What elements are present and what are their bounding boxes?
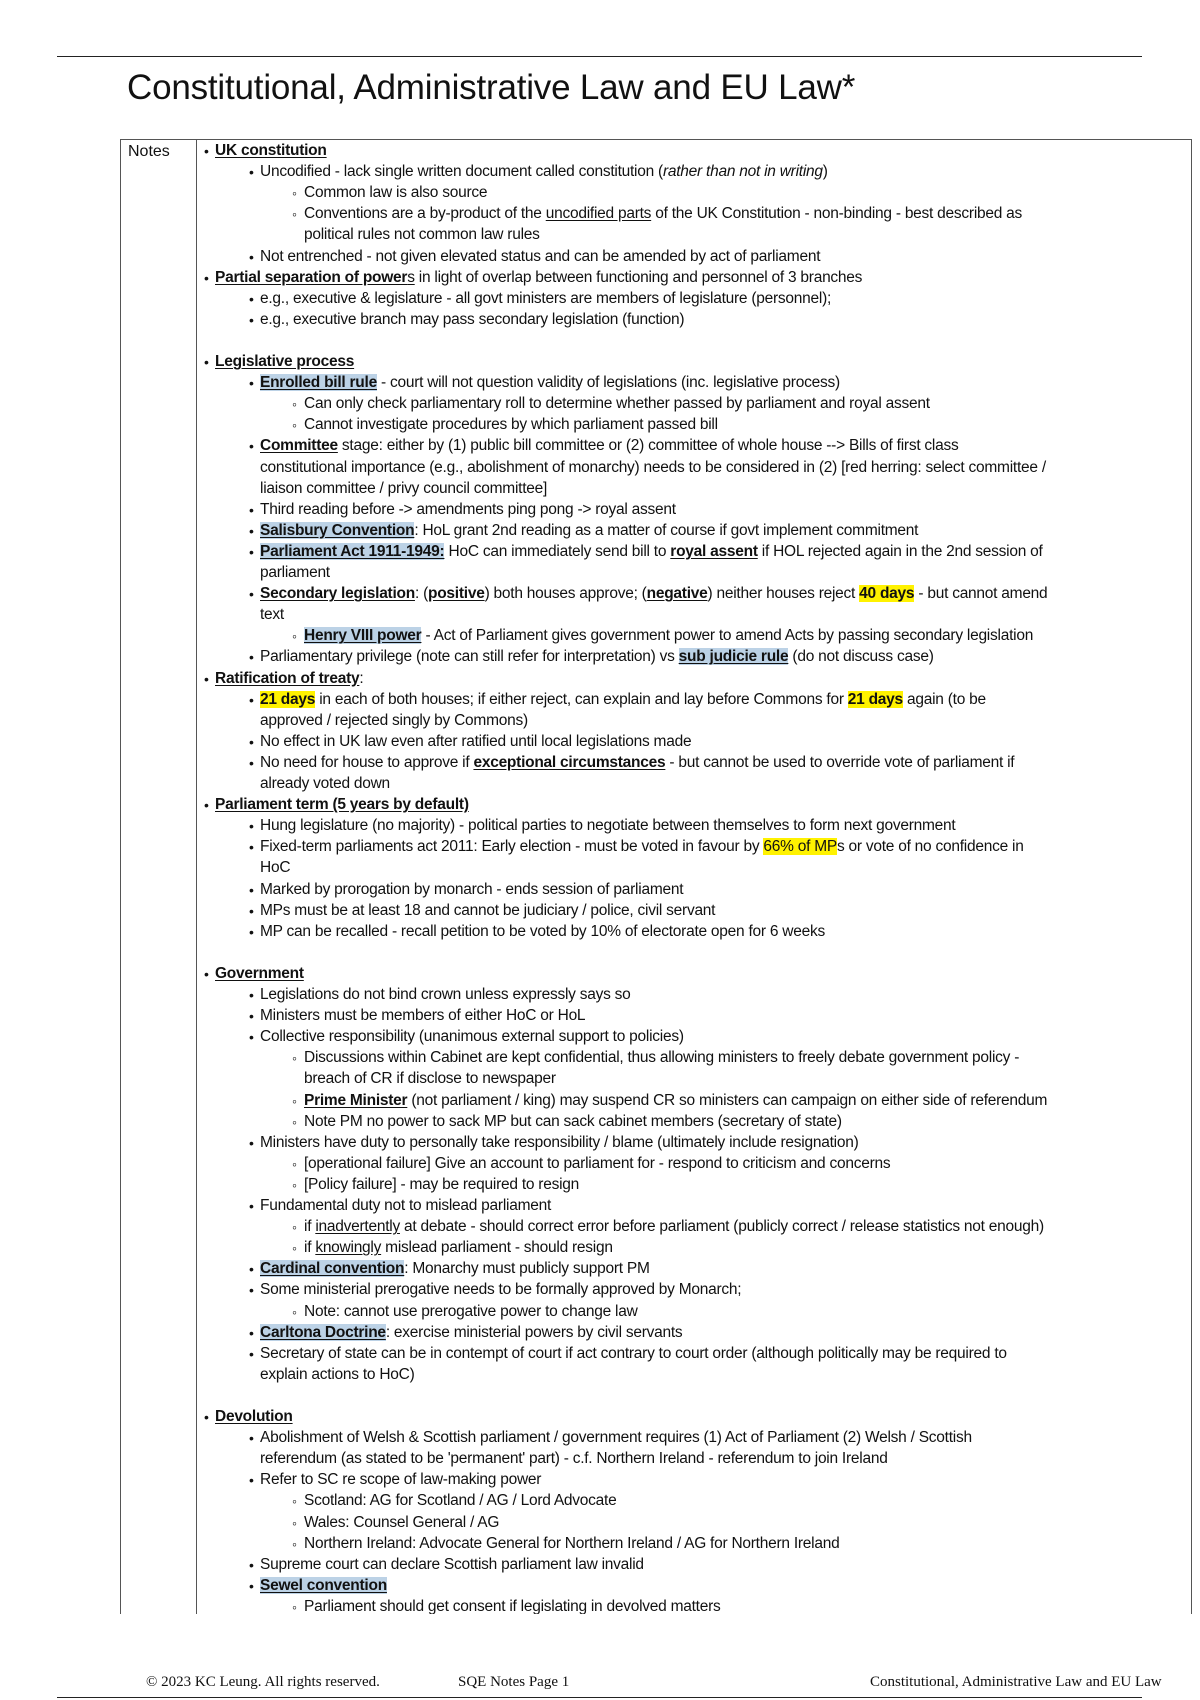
bullet-marker: ◦ xyxy=(292,1598,297,1614)
outline-line xyxy=(260,1428,972,1448)
outline-text: No need for house to approve if xyxy=(260,753,474,771)
bullet-marker: ◦ xyxy=(292,185,297,202)
outline-text: mislead parliament - should resign xyxy=(381,1239,613,1257)
outline-text: text xyxy=(260,606,284,624)
outline-line xyxy=(260,1006,585,1026)
bullet-marker: • xyxy=(249,1008,254,1025)
outline-text: if HOL rejected again in the 2nd session of xyxy=(757,542,1043,560)
outline-line xyxy=(304,1069,556,1089)
outline-line xyxy=(260,1576,387,1596)
bullet-marker: • xyxy=(204,143,209,159)
outline-text: : Monarchy must publicly support PM xyxy=(404,1260,650,1278)
outline-line xyxy=(260,774,390,794)
outline-line xyxy=(304,1048,1019,1068)
outline-text: - but cannot amend xyxy=(914,585,1048,603)
outline-text: Note PM no power to sack MP but can sack cabinet members (secretary of state) xyxy=(304,1112,842,1130)
outline-text: Carltona Doctrine xyxy=(260,1323,386,1341)
outline-text: of the UK Constitution - non-binding - best described as xyxy=(651,205,1023,223)
outline-text: in light of overlap between functioning and personnel of 3 branches xyxy=(414,268,863,286)
outline-text: Cannot investigate procedures by which parliament passed bill xyxy=(304,416,718,434)
outline-line xyxy=(304,183,487,203)
bullet-marker: • xyxy=(249,881,254,898)
bullet-marker: • xyxy=(249,1430,254,1447)
outline-line xyxy=(260,985,631,1005)
bullet-marker: ◦ xyxy=(292,628,297,645)
outline-text: Can only check parliamentary roll to determine whether passed by parliament and royal assent xyxy=(304,395,930,413)
outline-text: Northern Ireland: Advocate General for Northern Ireland / AG for Northern Ireland xyxy=(304,1534,840,1552)
bullet-marker: • xyxy=(249,987,254,1003)
outline-text: knowingly xyxy=(315,1239,382,1257)
outline-line xyxy=(260,373,840,393)
outline-text: [operational failure] Give an account to parliament for - respond to criticism and concerns xyxy=(304,1154,891,1172)
outline-line xyxy=(260,753,1014,773)
bullet-marker: • xyxy=(249,522,254,539)
outline-text: - court will not question validity of legislations (inc. legislative process) xyxy=(376,374,840,392)
outline-line xyxy=(304,204,1022,224)
outline-text: stage: either by (1) public bill committee or (2) committee of whole house --> Bills of first class xyxy=(337,437,959,455)
bullet-marker: • xyxy=(249,1577,254,1594)
outline-text: if xyxy=(304,1218,316,1236)
bullet-marker: ◦ xyxy=(292,1113,297,1130)
outline-line xyxy=(215,1407,293,1427)
outline-text: Legislative process xyxy=(215,353,355,370)
outline-line xyxy=(260,1555,644,1575)
outline-text: Hung legislature (no majority) - political parties to negotiate between themselves to form next government xyxy=(260,817,956,835)
outline-text: ) xyxy=(822,163,828,181)
outline-line xyxy=(260,1027,684,1047)
outline-line xyxy=(260,584,1047,604)
bullet-marker: • xyxy=(204,1409,209,1425)
outline-line xyxy=(260,500,676,520)
outline-text: Legislations do not bind crown unless expressly says so xyxy=(260,986,631,1003)
outline-text: Third reading before -> amendments ping pong -> royal assent xyxy=(260,500,676,518)
outline-text: (not parliament / king) may suspend CR so ministers can campaign on either side of referendum xyxy=(407,1091,1048,1109)
outline-line xyxy=(260,1259,650,1279)
bullet-marker: • xyxy=(204,269,209,286)
bullet-marker: ◦ xyxy=(292,1092,297,1109)
outline-text: constitutional importance (e.g., abolishment of monarchy) needs to be considered in (2) [red herring: select committee / xyxy=(260,458,1046,476)
outline-line xyxy=(260,162,828,182)
outline-text: Scotland: AG for Scotland / AG / Lord Advocate xyxy=(304,1492,617,1510)
outline-line xyxy=(260,1470,541,1490)
outline-text: uncodified parts xyxy=(545,205,652,223)
outline-text: Refer to SC re scope of law-making power xyxy=(260,1471,542,1489)
outline-line xyxy=(260,816,955,836)
notes-table xyxy=(120,139,1192,1614)
bullet-marker: • xyxy=(249,691,254,708)
bullet-marker: • xyxy=(249,1556,254,1573)
outline-line xyxy=(260,1344,1007,1364)
outline-text: already voted down xyxy=(260,775,390,792)
outline-text: explain actions to HoC) xyxy=(260,1365,415,1383)
bullet-marker: ◦ xyxy=(292,1050,297,1067)
bullet-marker: • xyxy=(249,501,254,518)
outline-line xyxy=(260,289,831,309)
outline-text: Cardinal convention xyxy=(260,1260,405,1278)
bullet-marker: • xyxy=(249,586,254,603)
outline-text: e.g., executive & legislature - all govt ministers are members of legislature (personnel); xyxy=(260,289,832,307)
outline-text: Parliament Act 1911-1949: xyxy=(260,542,445,560)
outline-text: exceptional circumstances xyxy=(473,753,666,771)
outline-text: parliament xyxy=(260,564,330,581)
outline-text: if xyxy=(304,1239,316,1257)
outline-text: Enrolled bill rule xyxy=(260,374,377,392)
outline-line xyxy=(304,1112,842,1132)
bullet-marker: • xyxy=(204,670,209,687)
outline-line xyxy=(260,880,683,900)
bullet-marker: • xyxy=(204,797,209,814)
bullet-marker: • xyxy=(249,543,254,560)
bullet-marker: • xyxy=(249,248,254,265)
outline-line xyxy=(304,1091,1047,1111)
outline-text: ) neither houses reject xyxy=(707,585,860,603)
outline-text: UK constitution xyxy=(215,142,327,159)
outline-line xyxy=(260,436,959,456)
outline-text: royal assent xyxy=(670,542,758,560)
outline-line xyxy=(304,1238,613,1258)
outline-text: - Act of Parliament gives government power to amend Acts by passing secondary legislation xyxy=(421,627,1034,645)
outline-line xyxy=(304,1302,638,1322)
bullet-marker: ◦ xyxy=(292,1240,297,1257)
outline-line xyxy=(260,1133,859,1153)
bullet-marker: • xyxy=(249,1472,254,1489)
outline-text: inadvertently xyxy=(315,1218,400,1236)
outline-text: breach of CR if disclose to newspaper xyxy=(304,1070,556,1088)
bullet-marker: • xyxy=(249,733,254,750)
outline-text: No effect in UK law even after ratified until local legislations made xyxy=(260,732,692,750)
bottom-rule xyxy=(57,1697,1142,1698)
bullet-marker: • xyxy=(249,839,254,856)
outline-text: Committee xyxy=(260,437,338,455)
outline-text: Supreme court can declare Scottish parliament law invalid xyxy=(260,1555,644,1573)
outline-text: Parliament should get consent if legislating in devolved matters xyxy=(304,1597,721,1614)
outline-line xyxy=(260,647,934,667)
bullet-marker: • xyxy=(249,902,254,919)
bullet-marker: ◦ xyxy=(292,1176,297,1193)
bullet-marker: • xyxy=(249,1198,254,1214)
bullet-marker: • xyxy=(249,1134,254,1151)
bullet-marker: • xyxy=(249,438,254,455)
top-rule xyxy=(57,56,1142,57)
outline-text: Common law is also source xyxy=(304,184,488,202)
bullet-marker: • xyxy=(204,354,209,370)
outline-text: Ratification of treaty xyxy=(215,669,360,687)
outline-text: Fundamental duty not to mislead parliament xyxy=(260,1197,552,1214)
outline-text: Henry VIII power xyxy=(304,627,422,645)
bullet-marker: • xyxy=(249,818,254,835)
bullet-marker: ◦ xyxy=(292,1155,297,1172)
outline-line xyxy=(304,1513,499,1533)
outline-line xyxy=(260,711,528,731)
footer-section: Constitutional, Administrative Law and EU Law xyxy=(870,1674,1162,1690)
page-title: Constitutional, Administrative Law and EU Law* xyxy=(127,68,856,107)
bullet-marker: ◦ xyxy=(292,206,297,223)
outline-text: 66% of MP xyxy=(763,838,837,856)
outline-text: s or vote of no confidence in xyxy=(836,838,1024,856)
outline-text: rather than not in writing xyxy=(662,163,823,181)
outline-line xyxy=(260,1365,415,1385)
outline-text: again (to be xyxy=(902,690,986,708)
outline-line xyxy=(260,1280,741,1300)
outline-text: Sewel convention xyxy=(260,1576,387,1594)
bullet-marker: ◦ xyxy=(292,1514,297,1531)
bullet-marker: • xyxy=(249,1345,254,1362)
bullet-marker: ◦ xyxy=(292,1493,297,1510)
outline-text: : xyxy=(359,669,364,687)
bullet-marker: ◦ xyxy=(292,417,297,434)
outline-line xyxy=(304,1217,1044,1237)
outline-text: : ( xyxy=(414,585,428,603)
bullet-marker: • xyxy=(249,649,254,666)
outline-text: 40 days xyxy=(859,585,915,603)
bullet-marker: • xyxy=(249,375,254,392)
bullet-marker: • xyxy=(249,923,254,940)
footer-copyright: © 2023 KC Leung. All rights reserved. xyxy=(146,1674,380,1690)
outline-text: Discussions within Cabinet are kept confidential, thus allowing ministers to freely debate government policy - xyxy=(304,1049,1020,1067)
outline-text: [Policy failure] - may be required to resign xyxy=(304,1175,580,1193)
outline-line xyxy=(215,352,354,372)
bullet-marker: ◦ xyxy=(292,1219,297,1236)
bullet-marker: • xyxy=(204,965,209,982)
outline-line xyxy=(260,247,820,267)
outline-line xyxy=(260,837,1024,857)
outline-line xyxy=(304,1175,579,1195)
outline-text: Parliamentary privilege (note can still refer for interpretation) vs xyxy=(260,648,679,666)
outline-line xyxy=(260,521,918,541)
outline-line xyxy=(215,795,469,815)
outline-line xyxy=(304,1534,839,1554)
outline-text: - but cannot be used to override vote of parliament if xyxy=(665,753,1015,771)
outline-text: negative xyxy=(646,585,708,603)
outline-text: Wales: Counsel General / AG xyxy=(304,1513,500,1531)
outline-text: in each of both houses; if either reject, can explain and lay before Commons for xyxy=(315,690,848,708)
outline-line xyxy=(215,964,304,984)
outline-line xyxy=(304,1491,616,1511)
outline-text: Conventions are a by-product of the xyxy=(304,205,546,223)
bullet-marker: ◦ xyxy=(292,1303,297,1320)
outline-text: ) both houses approve; ( xyxy=(484,585,647,603)
outline-text: Secondary legislation xyxy=(260,585,415,603)
bullet-marker: ◦ xyxy=(292,396,297,413)
outline-text: Secretary of state can be in contempt of court if act contrary to court order (although politically may be required to xyxy=(260,1344,1007,1362)
outline-text: : exercise ministerial powers by civil servants xyxy=(385,1323,683,1341)
outline-line xyxy=(304,415,718,435)
outline-line xyxy=(260,858,290,878)
outline-line xyxy=(260,1323,682,1343)
outline-text: Collective responsibility (unanimous external support to policies) xyxy=(260,1028,684,1046)
outline-line xyxy=(260,732,691,752)
outline-line xyxy=(304,1154,890,1174)
outline-text: Some ministerial prerogative needs to be formally approved by Monarch; xyxy=(260,1281,742,1299)
bullet-marker: • xyxy=(249,164,254,181)
bullet-marker: • xyxy=(249,1324,254,1341)
outline-text: Fixed-term parliaments act 2011: Early election - must be voted in favour by xyxy=(260,838,764,856)
outline-line xyxy=(215,268,862,288)
bullet-marker: • xyxy=(249,311,254,328)
outline-line xyxy=(260,690,986,710)
bullet-marker: ◦ xyxy=(292,1535,297,1552)
bullet-marker: • xyxy=(249,1282,254,1299)
outline-text: Government xyxy=(215,964,304,982)
outline-text: HoC can immediately send bill to xyxy=(444,542,671,560)
outline-line xyxy=(304,1597,721,1614)
outline-text: MP can be recalled - recall petition to be voted by 10% of electorate open for 6 weeks xyxy=(260,922,825,940)
outline-line xyxy=(260,479,547,499)
outline-text: 21 days xyxy=(260,690,316,708)
outline-text: liaison committee / privy council committee] xyxy=(260,479,548,497)
outline-text: at debate - should correct error before parliament (publicly correct / release statistics not enough) xyxy=(399,1218,1044,1236)
outline-text: Salisbury Convention xyxy=(260,521,415,539)
outline-line xyxy=(260,310,684,330)
outline-text: positive xyxy=(428,585,485,603)
outline-line xyxy=(260,542,1043,562)
column-divider xyxy=(196,140,197,1614)
outline-line xyxy=(260,1449,888,1469)
outline-text: HoC xyxy=(260,859,291,877)
bullet-marker: • xyxy=(249,1261,254,1278)
outline-text: sub judicie rule xyxy=(678,648,789,666)
outline-line xyxy=(304,626,1033,646)
bullet-marker: • xyxy=(249,290,254,307)
outline-text: approved / rejected singly by Commons) xyxy=(260,711,528,729)
outline-line xyxy=(215,141,327,161)
outline-line xyxy=(260,922,825,942)
outline-line xyxy=(304,394,930,414)
outline-text: Ministers have duty to personally take responsibility / blame (ultimately include resignation) xyxy=(260,1133,859,1151)
outline-text: : HoL grant 2nd reading as a matter of course if govt implement commitment xyxy=(414,521,919,539)
footer-page-number: SQE Notes Page 1 xyxy=(458,1674,570,1690)
outline-text: referendum (as stated to be 'permanent' part) - c.f. Northern Ireland - referendum to join Ireland xyxy=(260,1450,888,1468)
outline-text: e.g., executive branch may pass secondary legislation (function) xyxy=(260,310,685,328)
outline-text: Partial separation of power xyxy=(215,268,408,286)
outline-text: Note: cannot use prerogative power to change law xyxy=(304,1302,638,1320)
outline-text: Not entrenched - not given elevated status and can be amended by act of parliament xyxy=(260,247,821,265)
outline-text: Marked by prorogation by monarch - ends session of parliament xyxy=(260,880,684,898)
outline-line xyxy=(260,901,715,921)
outline-text: Ministers must be members of either HoC or HoL xyxy=(260,1007,586,1025)
outline-text: Abolishment of Welsh & Scottish parliament / government requires (1) Act of Parliament (2) Welsh / Scottish xyxy=(260,1429,972,1447)
outline-text: Devolution xyxy=(215,1408,293,1425)
outline-text: political rules not common law rules xyxy=(304,226,540,244)
outline-text: MPs must be at least 18 and cannot be judiciary / police, civil servant xyxy=(260,901,716,919)
outline-line xyxy=(215,669,363,689)
bullet-marker: • xyxy=(249,754,254,771)
bullet-marker: • xyxy=(249,1029,254,1046)
notes-label: Notes xyxy=(128,143,170,160)
outline-text: Uncodified - lack single written document called constitution ( xyxy=(260,163,663,181)
outline-line xyxy=(260,605,284,625)
outline-line xyxy=(304,225,540,245)
outline-line xyxy=(260,1196,551,1216)
outline-line xyxy=(260,563,330,583)
outline-text: 21 days xyxy=(847,690,903,708)
outline-text: Prime Minister xyxy=(304,1091,408,1109)
outline-text: s xyxy=(407,268,415,286)
outline-text: (do not discuss case) xyxy=(788,648,934,666)
outline-line xyxy=(260,458,1046,478)
outline-text: Parliament term (5 years by default) xyxy=(215,796,469,814)
